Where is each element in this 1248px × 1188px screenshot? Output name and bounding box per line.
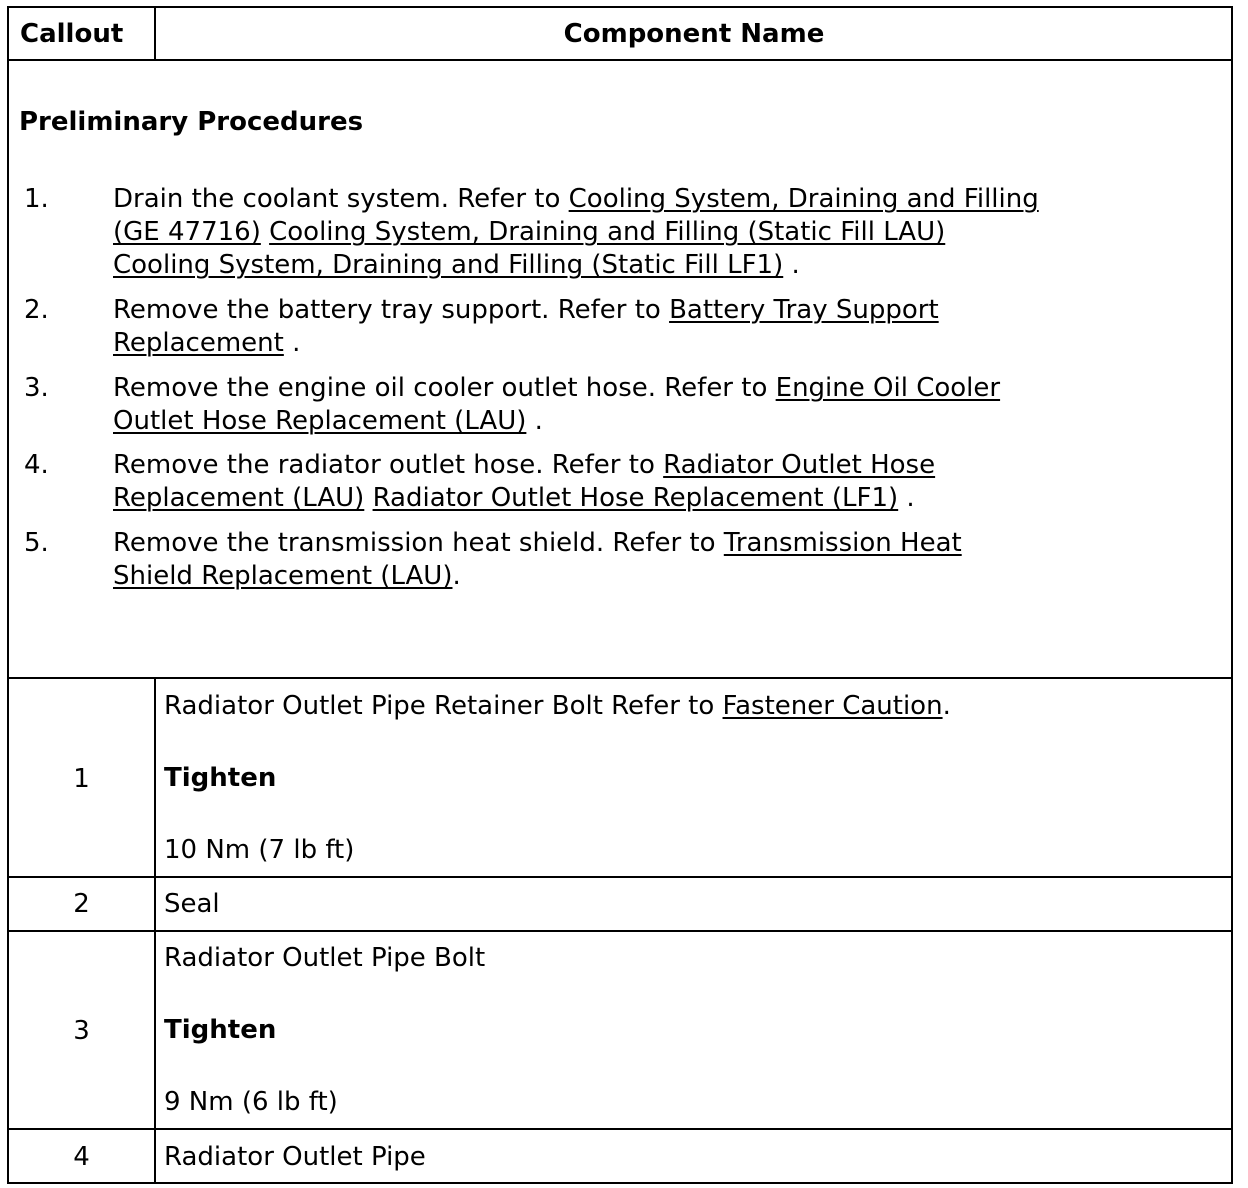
link-battery-tray-support[interactable]: Battery Tray Support [669, 295, 939, 325]
torque-spec: 9 Nm (6 lb ft) [164, 1087, 338, 1117]
header-divider [7, 59, 1233, 61]
step-3-line-1: Remove the engine oil cooler outlet hose. Refer to Engine Oil Cooler [113, 373, 1001, 403]
link-transmission-heat[interactable]: Transmission Heat [723, 528, 962, 558]
step-number: 1. [24, 184, 49, 214]
link-battery-tray-replacement[interactable]: Replacement [113, 328, 284, 358]
step-2-line-1: Remove the battery tray support. Refer to Battery Tray Support [113, 295, 939, 325]
link-radiator-outlet-hose-replacement-lf1[interactable]: Radiator Outlet Hose Replacement (LF1) [372, 483, 899, 513]
step-3-line-2: Outlet Hose Replacement (LAU) . [113, 406, 543, 436]
preliminary-divider [7, 677, 1233, 679]
link-shield-replacement-lau[interactable]: Shield Replacement (LAU) [113, 561, 453, 591]
header-callout: Callout [20, 19, 124, 49]
step-5-line-2: Shield Replacement (LAU). [113, 561, 461, 591]
step-number: 4. [24, 450, 49, 480]
callout-number: 2 [73, 889, 90, 919]
step-4-line-1: Remove the radiator outlet hose. Refer to Radiator Outlet Hose [113, 450, 936, 480]
step-number: 5. [24, 528, 49, 558]
step-2-line-2: Replacement . [113, 328, 301, 358]
row-divider [7, 876, 1233, 878]
column-divider [154, 677, 156, 1184]
component-name: Radiator Outlet Pipe [164, 1142, 426, 1172]
link-cooling-system-ge47716[interactable]: (GE 47716) [113, 217, 261, 247]
link-radiator-outlet-hose-replacement-lau[interactable]: Replacement (LAU) [113, 483, 365, 513]
link-outlet-hose-replacement-lau[interactable]: Outlet Hose Replacement (LAU) [113, 406, 527, 436]
step-number: 3. [24, 373, 49, 403]
step-4-line-2: Replacement (LAU) Radiator Outlet Hose Replacement (LF1) . [113, 483, 915, 513]
step-number: 2. [24, 295, 49, 325]
callout-number: 3 [73, 1016, 90, 1046]
row-divider [7, 930, 1233, 932]
callout-number: 1 [73, 764, 90, 794]
header-component-name: Component Name [563, 19, 825, 49]
link-cooling-system-draining-filling[interactable]: Cooling System, Draining and Filling [568, 184, 1039, 214]
link-engine-oil-cooler[interactable]: Engine Oil Cooler [775, 373, 1001, 403]
link-radiator-outlet-hose[interactable]: Radiator Outlet Hose [663, 450, 936, 480]
step-5-line-1: Remove the transmission heat shield. Refer to Transmission Heat [113, 528, 962, 558]
link-fastener-caution[interactable]: Fastener Caution [722, 691, 943, 721]
link-cooling-system-static-fill-lf1[interactable]: Cooling System, Draining and Filling (Static Fill LF1) [113, 250, 784, 280]
component-name: Seal [164, 889, 220, 919]
callout-number: 4 [73, 1142, 90, 1172]
preliminary-title: Preliminary Procedures [19, 107, 364, 137]
component-name: Radiator Outlet Pipe Bolt [164, 943, 486, 973]
row-divider [7, 1128, 1233, 1130]
torque-spec: 10 Nm (7 lb ft) [164, 835, 355, 865]
tighten-label: Tighten [164, 1015, 277, 1045]
step-1-line-1: Drain the coolant system. Refer to Cooling System, Draining and Filling [113, 184, 1039, 214]
step-1-line-2 [113, 216, 945, 249]
link-cooling-system-static-fill-lau[interactable]: Cooling System, Draining and Filling (Static Fill LAU) [269, 217, 946, 247]
step-1-line-3: Cooling System, Draining and Filling (Static Fill LF1) . [113, 250, 800, 280]
component-name: Radiator Outlet Pipe Retainer Bolt Refer to Fastener Caution. [164, 691, 951, 721]
tighten-label: Tighten [164, 763, 277, 793]
